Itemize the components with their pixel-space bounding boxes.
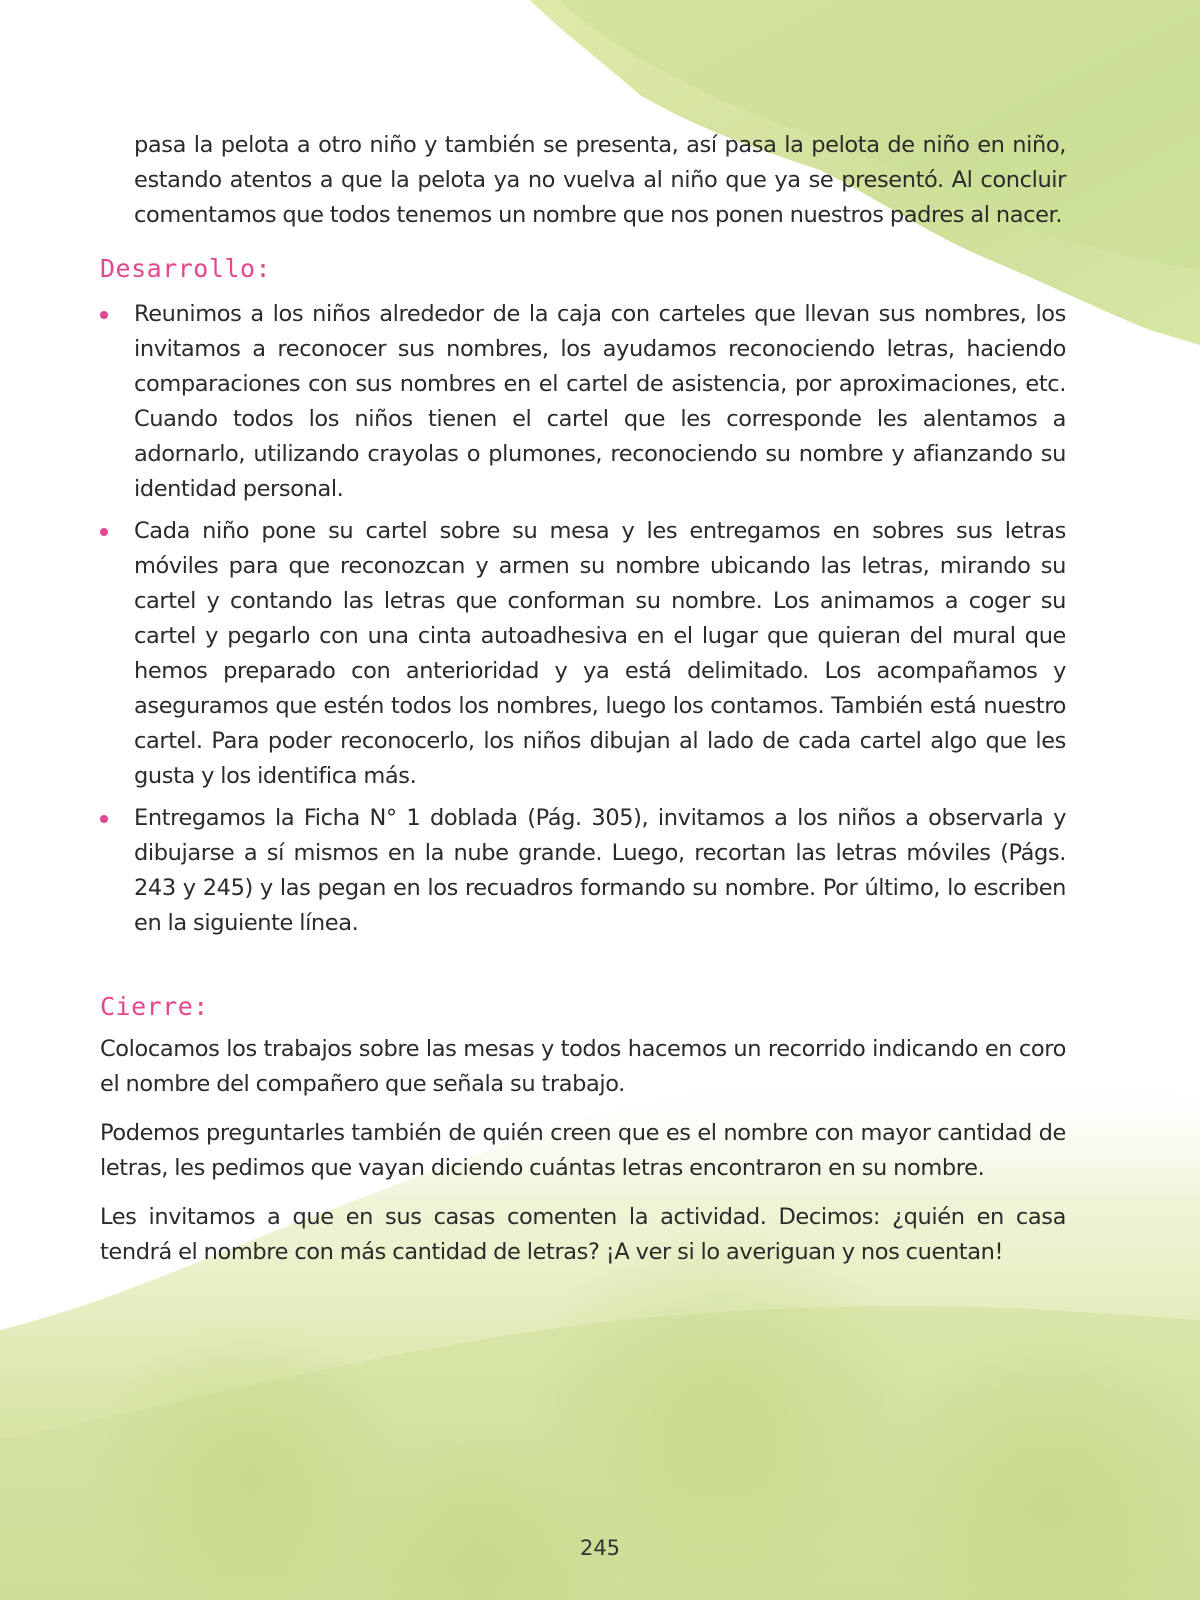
intro-continuation: pasa la pelota a otro niño y también se presenta, así pasa la pelota de niño en niño, estando atentos a que la pelota ya no vuelva al niño que ya se presentó. Al concluir comentamos que todos tenemos un nombre que nos ponen nuestros padres al nacer. <box>134 132 1066 228</box>
cierre-paragraph-2: Podemos preguntarles también de quién creen que es el nombre con mayor cantidad de letras, les pedimos que vayan diciendo cuántas letras encontraron en su nombre. <box>100 1120 1066 1181</box>
bullet-icon <box>100 528 108 536</box>
list-item-text: Entregamos la Ficha N° 1 doblada (Pág. 305), invitamos a los niños a observarla y dibujarse a sí mismos en la nube grande. Luego, recortan las letras móviles (Págs. 243 y 245) y las pegan en los recuadros formando su nombre. Por último, lo escriben en la siguiente línea. <box>134 805 1066 936</box>
cierre-paragraph-3: Les invitamos a que en sus casas comenten la actividad. Decimos: ¿quién en casa tendrá el nombre con más cantidad de letras? ¡A ver si lo averiguan y nos cuentan! <box>100 1204 1066 1265</box>
desarrollo-list <box>100 297 1066 948</box>
list-item-text: Reunimos a los niños alrededor de la caja con carteles que llevan sus nombres, los invitamos a reconocer sus nombres, los ayudamos reconociendo letras, haciendo comparaciones con sus nombres en el cartel de asistencia, por aproximaciones, etc. Cuando todos los niños tienen el cartel que les corresponde les alentamos a adornarlo, utilizando crayolas o plumones, reconociendo su nombre y afianzando su identidad personal. <box>134 301 1066 502</box>
bullet-icon <box>100 311 108 319</box>
list-item <box>100 297 1066 507</box>
list-item <box>100 514 1066 794</box>
list-item <box>100 801 1066 941</box>
cierre-heading: Cierre: <box>100 992 209 1021</box>
list-item-text: Cada niño pone su cartel sobre su mesa y les entregamos en sobres sus letras móviles para que reconozcan y armen su nombre ubicando las letras, mirando su cartel y contando las letras que conforman su nombre. Los animamos a coger su cartel y pegarlo con una cinta autoadhesiva en el lugar que quieran del mural que hemos preparado con anterioridad y ya está delimitado. Los acompañamos y aseguramos que estén todos los nombres, luego los contamos. También está nuestro cartel. Para poder reconocerlo, los niños dibujan al lado de cada cartel algo que les gusta y los identifica más. <box>134 518 1066 789</box>
desarrollo-heading: Desarrollo: <box>100 254 272 283</box>
cierre-paragraph-1: Colocamos los trabajos sobre las mesas y todos hacemos un recorrido indicando en coro el nombre del compañero que señala su trabajo. <box>100 1036 1066 1097</box>
bullet-icon <box>100 815 108 823</box>
page-number: 245 <box>579 1536 621 1560</box>
